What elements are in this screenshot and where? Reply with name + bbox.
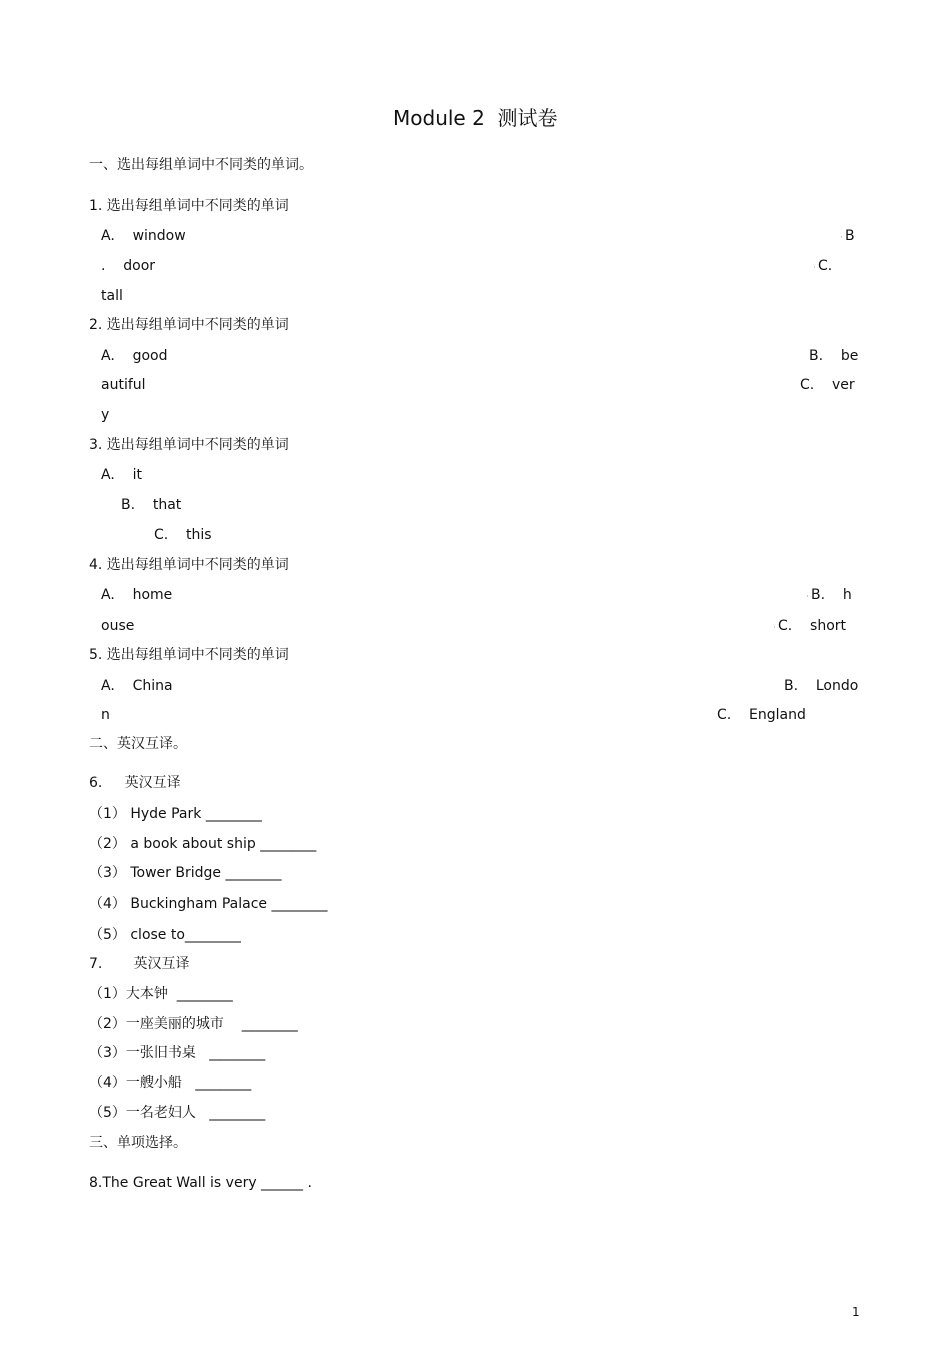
section-heading: 一、选出每组单词中不同类的单词。 (89, 157, 313, 173)
bullet-dot: · (806, 592, 809, 602)
option-c: C. ver (800, 377, 855, 393)
page-title: Module 2 测试卷 (393, 106, 558, 130)
option-a: A. window (101, 228, 186, 244)
option-c: C. short (778, 618, 847, 634)
option-a: A. home (101, 587, 173, 603)
translation-item: （2） a book about ship ________ (89, 836, 317, 852)
translation-item: （5） close to________ (89, 927, 241, 943)
question-stem: 6. 英汉互译 (89, 775, 181, 791)
translation-item: （1）大本钟 ________ (89, 986, 233, 1002)
page-number: 1 (852, 1305, 860, 1319)
translation-item: （2）一座美丽的城市 ________ (89, 1016, 298, 1032)
option-b: B. that (121, 497, 182, 513)
bullet-dot: · (773, 623, 776, 633)
option-b-continued: autiful (101, 377, 146, 393)
option-b-continued: . door (101, 258, 156, 274)
bullet-dot: · (813, 263, 816, 273)
option-c: C. (818, 258, 833, 274)
question-stem: 4. 选出每组单词中不同类的单词 (89, 557, 289, 573)
question-stem: 5. 选出每组单词中不同类的单词 (89, 647, 289, 663)
option-b-continued: ouse (101, 618, 135, 634)
translation-item: （1） Hyde Park ________ (89, 806, 262, 822)
translation-item: （3）一张旧书桌 ________ (89, 1045, 266, 1061)
option-c: C. England (717, 707, 806, 723)
option-b: B. Londo (784, 678, 859, 694)
question-stem: 1. 选出每组单词中不同类的单词 (89, 198, 289, 214)
question-stem: 2. 选出每组单词中不同类的单词 (89, 317, 289, 333)
section-heading: 三、单项选择。 (89, 1135, 187, 1151)
option-a: A. good (101, 348, 168, 364)
option-c-continued: y (101, 407, 110, 423)
question-stem: 8.The Great Wall is very ______ . (89, 1175, 312, 1191)
option-b: B. h (811, 587, 852, 603)
question-stem: 3. 选出每组单词中不同类的单词 (89, 437, 289, 453)
section-heading: 二、英汉互译。 (89, 736, 187, 752)
option-a: A. China (101, 678, 173, 694)
bullet-dot: · (840, 233, 843, 243)
translation-item: （5）一名老妇人 ________ (89, 1105, 266, 1121)
option-a: A. it (101, 467, 142, 483)
option-c: C. this (154, 527, 212, 543)
option-b: B. be (809, 348, 859, 364)
option-c-continued: tall (101, 288, 123, 304)
translation-item: （4） Buckingham Palace ________ (89, 896, 328, 912)
translation-item: （3） Tower Bridge ________ (89, 865, 282, 881)
question-stem: 7. 英汉互译 (89, 956, 190, 972)
option-b-continued: n (101, 707, 110, 723)
option-b: B (845, 228, 855, 244)
translation-item: （4）一艘小船 ________ (89, 1075, 252, 1091)
